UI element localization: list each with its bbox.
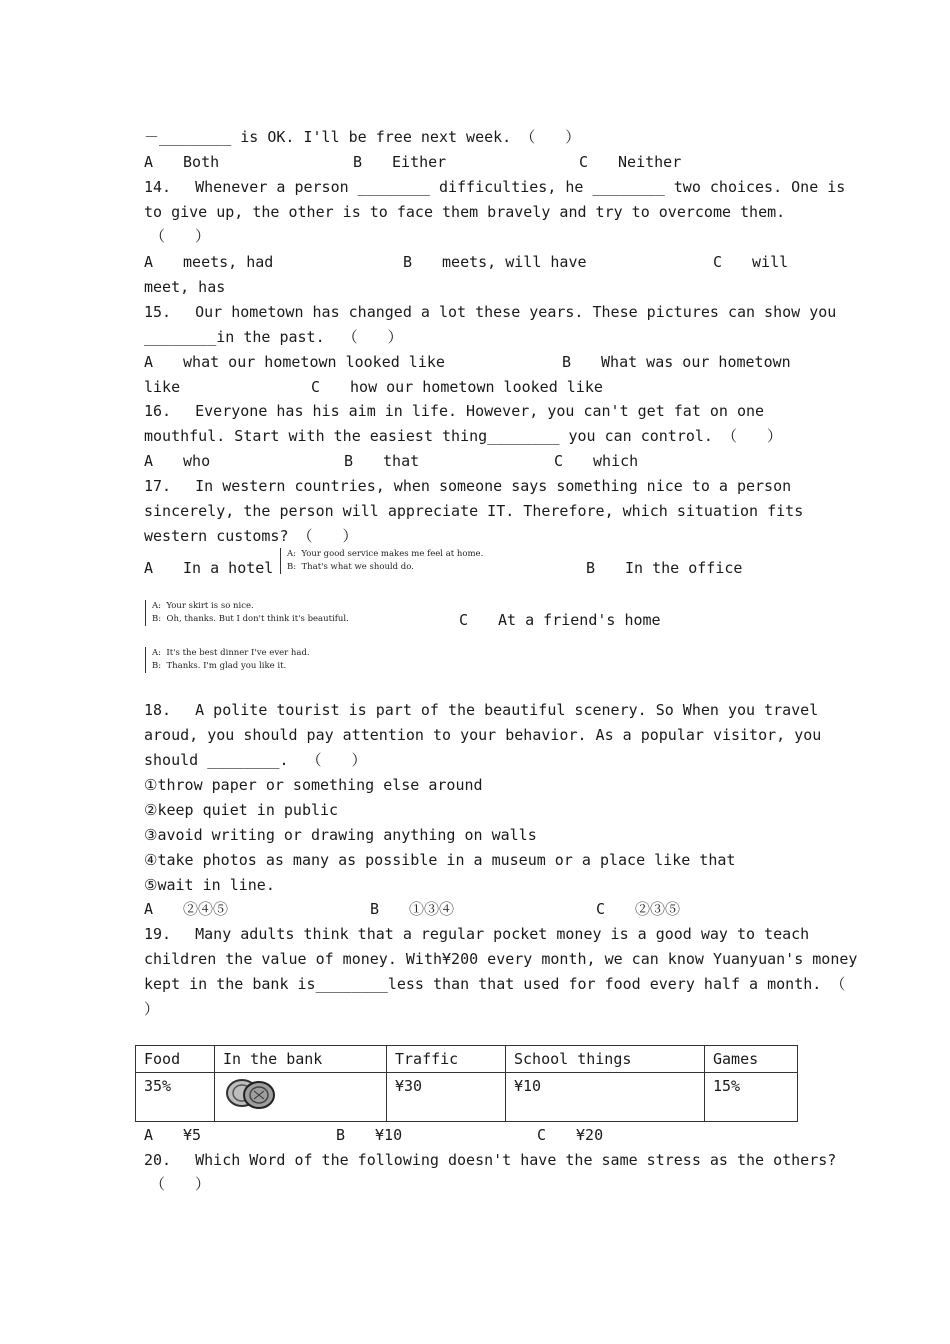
q15-option-b: B What was our hometown [562,353,791,371]
q14-line-3: （ ） [150,227,211,245]
dialog-b-line-1: A: Your skirt is so nice. [152,601,254,611]
q18-option-b: B ①③④ [370,900,455,918]
header-traffic: Traffic [387,1046,506,1073]
q14-option-wrap: meet, has [144,278,226,296]
q14-line-1: 14. Whenever a person ________ difficulties, he ________ two choices. One is [144,178,846,196]
q18-option-c: C ②③⑤ [596,900,681,918]
q16-line-2: mouthful. Start with the easiest thing________ you can control. （ ） [144,427,782,445]
q18-item-5: ⑤wait in line. [144,876,275,894]
q14-option-b: B meets, will have [403,253,587,271]
header-bank: In the bank [215,1046,387,1073]
q19-line-3: kept in the bank is________less than that used for food every half a month. （ [144,975,846,993]
q15-option-a: A what our hometown looked like [144,353,445,371]
q14-option-a: A meets, had [144,253,274,271]
q17-dialog-c [145,647,332,673]
q18-item-2: ②keep quiet in public [144,801,339,819]
q17-dialog-b [145,600,352,626]
q13-line: －________ is OK. I'll be free next week. （ ） [144,128,581,146]
value-traffic: ¥30 [387,1073,506,1122]
q19-line-1: 19. Many adults think that a regular pocket money is a good way to teach [144,925,810,943]
q19-option-b: B ¥10 [336,1126,403,1144]
q13-option-c: C Neither [579,153,682,171]
q19-line-2: children the value of money. With¥200 every month, we can know Yuanyuan's money [144,950,858,968]
q19-option-c: C ¥20 [537,1126,604,1144]
q18-item-3: ③avoid writing or drawing anything on walls [144,826,537,844]
q18-item-1: ①throw paper or something else around [144,776,483,794]
dialog-b-line-2: B: Oh, thanks. But I don't think it's beautiful. [152,614,349,624]
value-food: 35% [136,1073,215,1122]
q18-item-4: ④take photos as many as possible in a museum or a place like that [144,851,736,869]
q19-line-4: ） [144,1000,160,1018]
value-school-things: ¥10 [506,1073,705,1122]
q16-option-a: A who [144,452,211,470]
q15-option-c: C how our hometown looked like [311,378,603,396]
dialog-c-line-1: A: It's the best dinner I've ever had. [152,648,310,658]
q16-line-1: 16. Everyone has his aim in life. However, you can't get fat on one [144,402,765,420]
header-food: Food [136,1046,215,1073]
q18-line-1: 18. A polite tourist is part of the beautiful scenery. So When you travel [144,701,819,719]
q18-line-3: should ________. （ ） [144,751,367,769]
q13-option-b: B Either [353,153,447,171]
q16-option-b: B that [344,452,420,470]
dialog-a-line-2: B: That's what we should do. [287,562,414,572]
dialog-a-line-1: A: Your good service makes me feel at home. [287,549,484,559]
q20-line-2: （ ） [150,1175,211,1193]
q17-option-a: A In a hotel [144,559,274,577]
header-school-things: School things [506,1046,705,1073]
q18-line-2: aroud, you should pay attention to your behavior. As a popular visitor, you [144,726,822,744]
q16-option-c: C which [554,452,639,470]
q17-dialog-a [280,548,484,574]
q19-option-a: A ¥5 [144,1126,202,1144]
q20-line-1: 20. Which Word of the following doesn't have the same stress as the others? [144,1151,837,1169]
dialog-c-line-2: B: Thanks. I'm glad you like it. [152,661,287,671]
q17-option-c: C At a friend's home [459,611,661,629]
q15-line-1: 15. Our hometown has changed a lot these years. These pictures can show you [144,303,837,321]
header-games: Games [705,1046,798,1073]
q17-line-2: sincerely, the person will appreciate IT. Therefore, which situation fits [144,502,804,520]
q14-line-2: to give up, the other is to face them bravely and try to overcome them. [144,203,786,221]
q13-option-a: A Both [144,153,220,171]
q15-line-2: ________in the past. （ ） [144,328,403,346]
q15-option-wrap: like [144,378,181,396]
q17-line-1: 17. In western countries, when someone says something nice to a person [144,477,792,495]
value-games: 15% [705,1073,798,1122]
coins-icon [223,1076,277,1112]
pocket-money-table [135,1045,798,1122]
q17-option-b: B In the office [586,559,743,577]
q18-option-a: A ②④⑤ [144,900,229,918]
value-bank [215,1073,387,1122]
q17-line-3: western customs? （ ） [144,527,358,545]
q14-option-c: C will [713,253,789,271]
